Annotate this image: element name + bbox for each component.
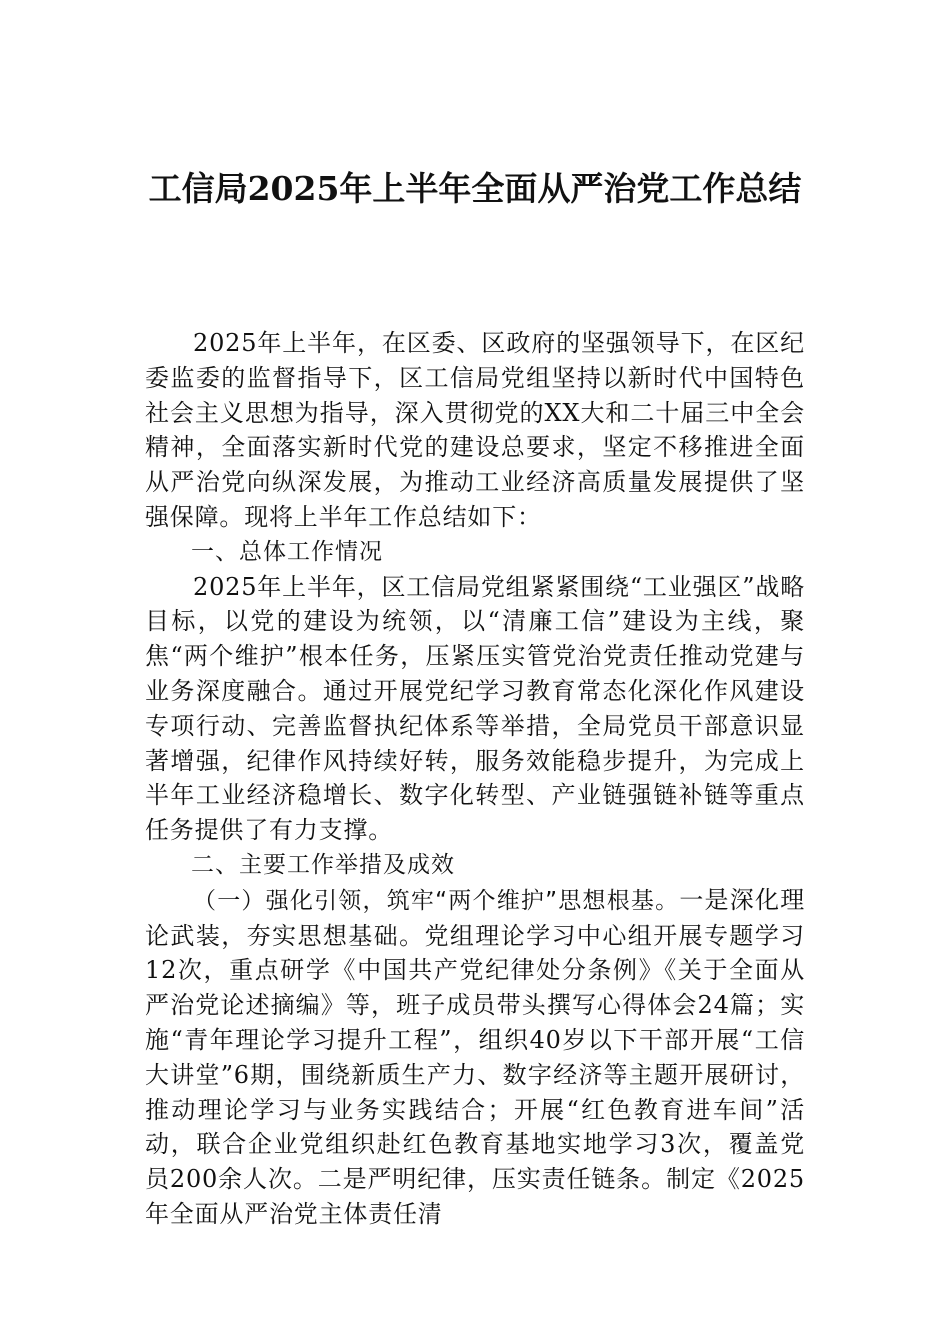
intro-paragraph: 2025年上半年，在区委、区政府的坚强领导下，在区纪委监委的监督指导下，区工信局党组坚持以新时代中国特色社会主义思想为指导，深入贯彻党的XX大和二十届三中全会精神，全面落实新时代党的建设总要求，坚定不移推进全面从严治党向纵深发展，为推动工业经济高质量发展提供了坚强保障。现将上半年工作总结如下： (145, 329, 805, 531)
subsection-text: 一是深化理论武装，夯实思想基础。党组理论学习中心组开展专题学习12次，重点研学《中国共产党纪律处分条例》《关于全面从严治党论述摘编》等，班子成员带头撰写心得体会24篇；实施“青年理论学习提升工程”，组织40岁以下干部开展“工信大讲堂”6期，围绕新质生产力、数字经济等主题开展研讨，推动理论学习与业务实践结合；开展“红色教育进车间”活动，联合企业党组织赴红色教育基地实地学习3次，覆盖党员200余人次。二是严明纪律，压实责任链条。制定《2025年全面从严治党主体责任清 (145, 885, 806, 1228)
subsection-lead: （一）强化引领，筑牢“两个维护”思想根基。 (193, 887, 680, 914)
document-title: 工信局2025年上半年全面从严治党工作总结 (148, 169, 802, 208)
document-body (145, 326, 805, 1232)
section-paragraph-measures (145, 883, 805, 1232)
section-paragraph-overall: 2025年上半年，区工信局党组紧紧围绕“工业强区”战略目标，以党的建设为统领，以“清廉工信”建设为主线，聚焦“两个维护”根本任务，压紧压实管党治党责任推动党建与业务深度融合。通过开展党纪学习教育常态化深化作风建设专项行动、完善监督执纪体系等举措，全局党员干部意识显著增强，纪律作风持续好转，服务效能稳步提升，为完成上半年工业经济稳增长、数字化转型、产业链强链补链等重点任务提供了有力支撑。 (145, 572, 805, 845)
section-heading-overall: 一、总体工作情况 (191, 538, 383, 565)
section-heading-measures: 二、主要工作举措及成效 (191, 851, 455, 878)
